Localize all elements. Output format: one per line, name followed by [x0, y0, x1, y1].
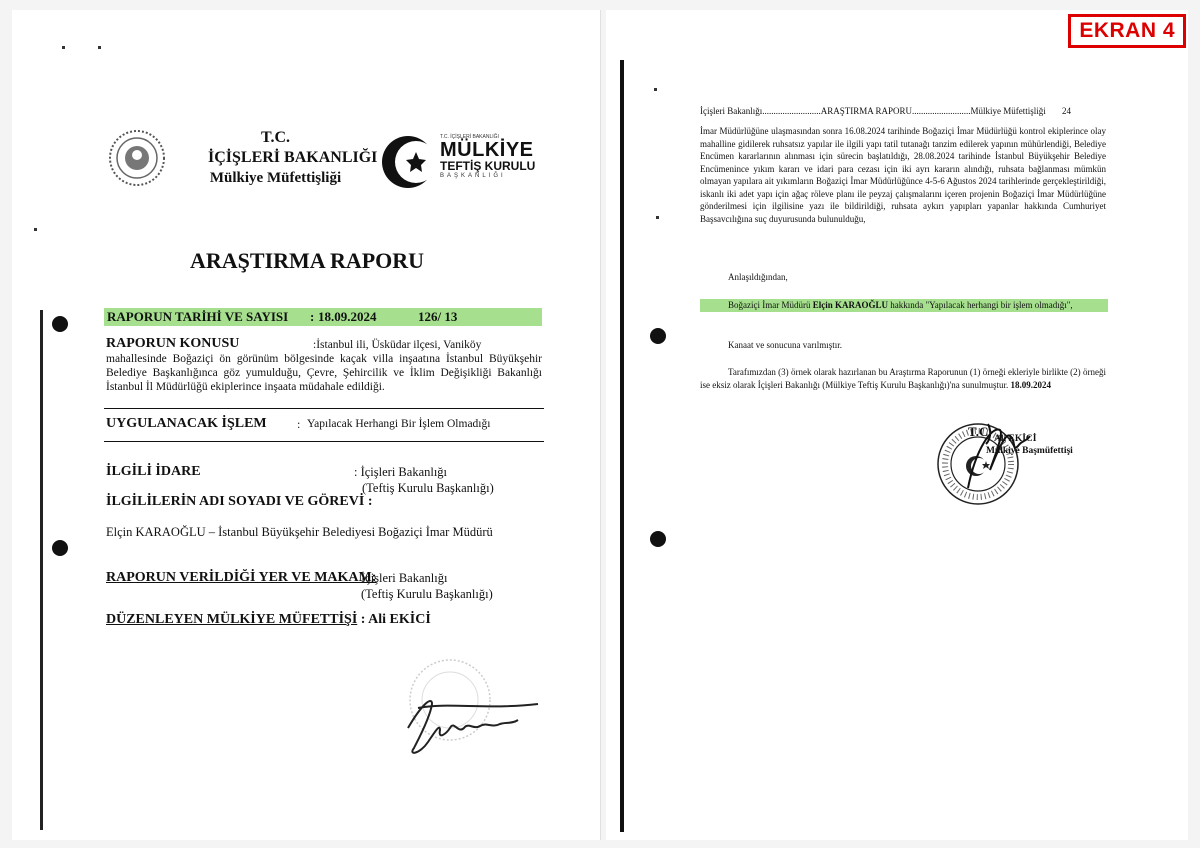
scan-speck	[656, 216, 659, 219]
running-header-right: Mülkiye Müfettişliği	[970, 106, 1046, 116]
conclusion-pre: Boğaziçi İmar Müdürü	[728, 300, 813, 310]
running-header-center: ARAŞTIRMA RAPORU	[820, 106, 913, 116]
idare-label: İLGİLİ İDARE	[106, 464, 201, 479]
scan-speck	[654, 88, 657, 91]
conclusion-name: Elçin KARAOĞLU	[812, 300, 888, 310]
logo-line1: MÜLKİYE	[440, 139, 534, 161]
ilgililer-label: İLGİLİLERİN ADI SOYADI VE GÖREVİ	[106, 494, 365, 509]
idare-value-2: (Teftiş Kurulu Başkanlığı)	[362, 481, 494, 495]
header-inspectorate: Mülkiye Müfettişliği	[209, 170, 342, 186]
verildigi-label: RAPORUN VERİLDİĞİ YER VE MAKAM:	[106, 570, 377, 585]
logo-small-text: T.C. İÇİŞLERİ BAKANLIĞI	[440, 134, 499, 140]
scan-edge-line	[40, 310, 43, 830]
page-number: 24	[1062, 106, 1072, 116]
closing-date: 18.09.2024	[1010, 379, 1052, 390]
duzenleyen-value: : Ali EKİCİ	[360, 612, 431, 627]
islem-value: Yapılacak Herhangi Bir İşlem Olmadığı	[307, 418, 491, 430]
date-label: RAPORUN TARİHİ VE SAYISI	[107, 309, 289, 324]
running-header-dots: ..........................	[912, 106, 971, 116]
running-header-left: İçişleri Bakanlığı	[700, 106, 763, 116]
punch-hole	[650, 328, 666, 344]
document-page-left	[12, 10, 601, 840]
conclusion-post: hakkında "Yapılacak herhangi bir işlem olmadığı",	[888, 300, 1073, 310]
closing-paragraph	[700, 366, 1106, 391]
signature-stamp-icon	[388, 644, 548, 764]
verildigi-value-1: İçişleri Bakanlığı	[361, 571, 448, 585]
screen-badge: EKRAN 4	[1068, 14, 1186, 48]
signer-name: Ali EKİCİ	[994, 434, 1037, 444]
running-header-dots: ..........................	[762, 106, 821, 116]
islem-row	[104, 408, 544, 442]
scan-speck	[98, 46, 101, 49]
idare-value-1: : İçişleri Bakanlığı	[354, 465, 448, 479]
conclusion-highlight	[700, 299, 1108, 312]
punch-hole	[52, 316, 68, 332]
header-ministry: İÇİŞLERİ BAKANLIĞI	[208, 149, 378, 166]
kanaat-text: Kanaat ve sonucuna varılmıştır.	[728, 340, 842, 350]
punch-hole	[650, 531, 666, 547]
ministry-emblem-icon	[107, 128, 167, 188]
scan-edge-line	[620, 60, 624, 832]
scan-speck	[34, 228, 37, 231]
punch-hole	[52, 540, 68, 556]
seal-label: T.C.	[968, 424, 992, 439]
konu-text-first: :İstanbul ili, Üsküdar ilçesi, Vaniköy	[313, 339, 482, 351]
body-paragraph: İmar Müdürlüğüne ulaşmasından sonra 16.08.2024 tarihinde Boğaziçi İmar Müdürlüğü kontrol ekiplerince olay mahalline gidilerek ruhsatsız yapılar ile ilgili yapı tatil tutanağı tanzim edilerek yapının mühürlendiği, Belediye Encümen kararlarının alınması için sürecin başlatıldığı, 28.08.2024 tarihinde İstanbul Büyükşehir Belediye Encümenince yıkım kararı ve idari para cezası için iki ayrı kararın alındığı, ruhsata bağlanması mümkün olmayan yapılara ait yıkımların Boğaziçi İmar Müdürlüğünce 4-5-6 Ağustos 2024 tarihlerinde gerçekleştirildiği, iskanlı iki adet yapı için ağaç röleve planı ile peyzaj çalışmalarını içeren projenin Boğaziçi İmar Müdürlüğüne gönderilmesi için ilgilisine yazı ile bildirildiği, ruhsata aykırı yapıpları yapanlar hakkında Cumhuriyet Başsavcılığına suç duyurusunda bulunulduğu,	[700, 126, 1106, 224]
running-header	[700, 106, 1100, 116]
verildigi-value-2: (Teftiş Kurulu Başkanlığı)	[361, 587, 493, 601]
report-date: 18.09.2024	[318, 309, 377, 324]
closing-text: Tarafımızdan (3) örnek olarak hazırlanan bu Araştırma Raporunun (1) örneği ekleriyle birlikte (2) örneği ise eksiz olarak İçişleri Bakanlığı (Mülkiye Teftiş Kurulu Başkanlığı)'na sunulmuştur.	[700, 367, 1106, 390]
report-number: 126/ 13	[418, 309, 458, 324]
date-sep: :	[310, 309, 315, 324]
report-date-row	[104, 308, 542, 326]
mulkiye-logo-text	[440, 134, 550, 179]
logo-line2: TEFTİŞ KURULU	[440, 159, 536, 173]
signer-title: Mülkiye Başmüfettişi	[986, 446, 1073, 456]
islem-sep: :	[297, 417, 301, 431]
konu-label: RAPORUN KONUSU	[106, 336, 240, 351]
header-tc: T.C.	[260, 129, 291, 146]
document-page-right	[606, 10, 1188, 840]
duzenleyen-label: DÜZENLEYEN MÜLKİYE MÜFETTİŞİ	[106, 612, 358, 627]
anlasildigindan-text: Anlaşıldığından,	[728, 272, 788, 282]
ilgililer-sep: :	[367, 494, 373, 509]
islem-label: UYGULANACAK İŞLEM	[106, 416, 267, 431]
mulkiye-logo-icon	[378, 134, 440, 190]
logo-line3: BAŞKANLIĞI	[440, 173, 506, 179]
konu-text-rest: mahallesinde Boğaziçi ön görünüm bölgesinde kaçak villa inşaatına İstanbul Büyükşehir Belediye Başkanlığınca göz yumulduğu, Çevre, Şehircilik ve İklim Değişikliği Bakanlığı İstanbul İl Müdürlüğü ekiplerince inşaata müdahale edildiği.	[106, 353, 542, 393]
ilgililer-value: Elçin KARAOĞLU – İstanbul Büyükşehir Belediyesi Boğaziçi İmar Müdürü	[106, 525, 493, 539]
scan-speck	[62, 46, 65, 49]
report-title: ARAŞTIRMA RAPORU	[190, 248, 425, 273]
